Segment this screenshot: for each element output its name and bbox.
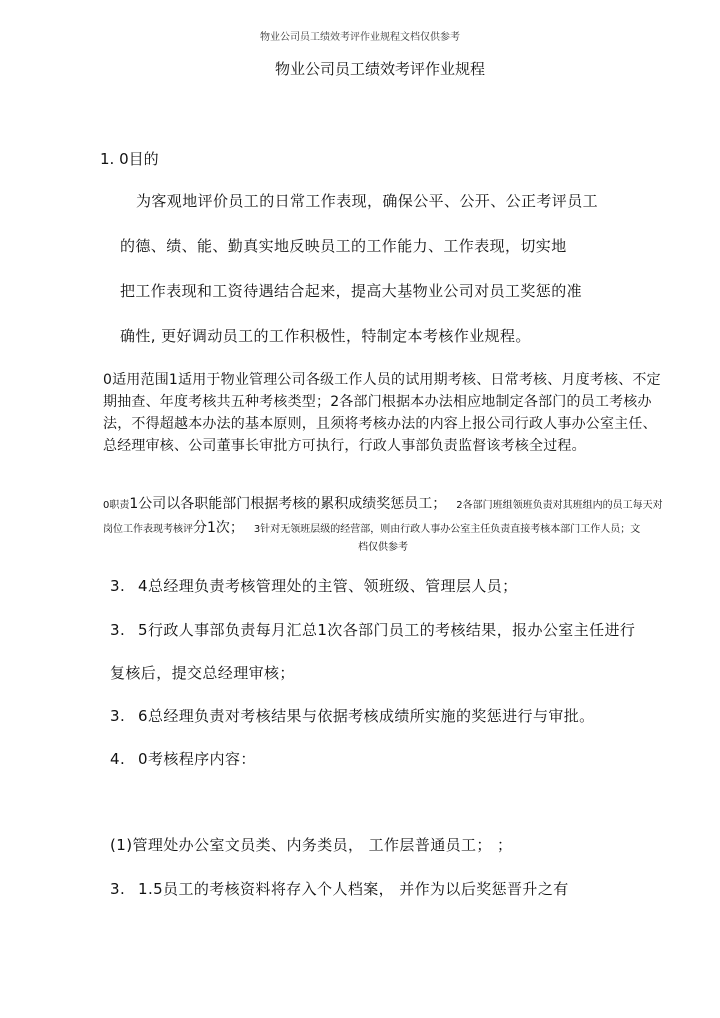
duties-part-2-tail: 分1次； xyxy=(193,520,244,536)
purpose-line-4: 确性, 更好调动员工的工作积极性，特制定本考核作业规程。 xyxy=(120,327,531,345)
section-heading-purpose: 1. 0目的 xyxy=(100,150,159,168)
list-item: 3. 5行政人事部负责每月汇总1次各部门员工的考核结果，报办公室主任进行 xyxy=(110,621,636,639)
section-heading-procedure: 4. 0考核程序内容： xyxy=(110,750,256,768)
document-title: 物业公司员工绩效考评作业规程 xyxy=(274,60,485,78)
purpose-line-1: 为客观地评价员工的日常工作表现，确保公平、公开、公正考评员工 xyxy=(136,192,599,210)
list-item: 3. 4总经理负责考核管理处的主管、领班级、管理层人员； xyxy=(110,577,518,595)
duties-paragraph xyxy=(103,493,663,555)
list-item: 3. 1.5员工的考核资料将存入个人档案， 并作为以后奖惩晋升之有 xyxy=(110,880,569,898)
scope-paragraph: 0适用范围1适用于物业管理公司各级工作人员的试用期考核、日常考核、月度考核、不定期抽查、年度考核共五种考核类型；2各部门根据本办法相应地制定各部门的员工考核办法，不得超越本办法的基本原则，且须将考核办法的内容上报公司行政人事办公室主任、总经理审核、公司董事长审批方可执行，行政人事部负责监督该考核全过程。 xyxy=(103,372,661,454)
document-header: 物业公司员工绩效考评作业规程文档仅供参考 xyxy=(260,32,460,43)
list-item-management: (1)管理处办公室文员类、内务类员， 工作层普通员工； ； xyxy=(110,836,513,854)
list-item: 3. 6总经理负责对考核结果与依据考核成绩所实施的奖惩进行与审批。 xyxy=(110,707,595,725)
duties-part-2: 2各部门班组领班负责对其班组内的员工每天对岗位工作表现考核评 xyxy=(103,500,663,535)
purpose-line-3: 把工作表现和工资待遇结合起来，提高大基物业公司对员工奖惩的准 xyxy=(120,282,583,300)
duties-part-3: 3针对无领班层级的经营部，则由行政人事办公室主任负责直接考核本部门工作人员；文 xyxy=(253,524,641,535)
list-item-continuation: 复核后，提交总经理审核； xyxy=(110,664,295,682)
duties-part-1-label: 0职责 xyxy=(103,500,130,511)
duties-part-1: 1公司以各职能部门根据考核的累积成绩奖惩员工； xyxy=(129,496,447,512)
duties-part-4: 档仅供参考 xyxy=(358,542,408,553)
purpose-line-2: 的德、绩、能、勤真实地反映员工的工作能力、工作表现，切实地 xyxy=(120,237,567,255)
